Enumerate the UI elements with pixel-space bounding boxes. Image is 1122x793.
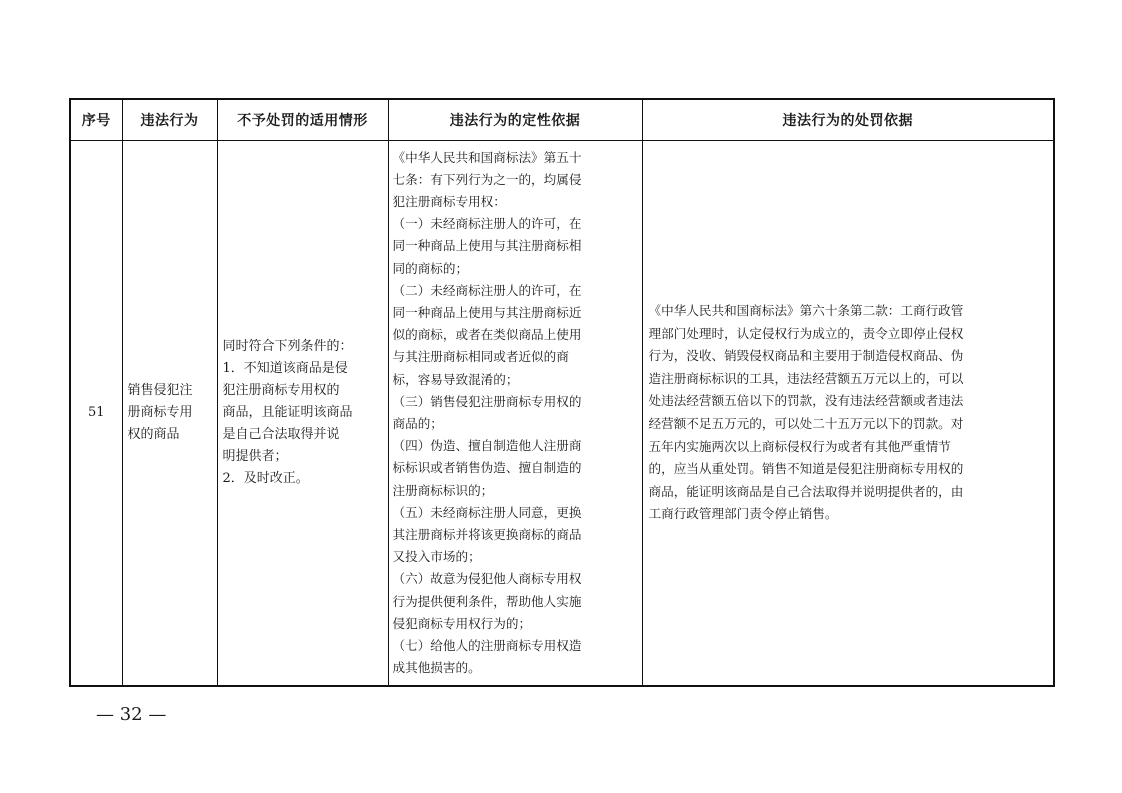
penalty-line: 商品，能证明该商品是自己合法取得并说明提供者的，由 — [648, 483, 964, 499]
header-exemption: 不予处罚的适用情形 — [217, 99, 388, 141]
penalty-line: 工商行政管理部门责令停止销售。 — [648, 506, 838, 522]
basis-line: 《中华人民共和国商标法》第五十 — [392, 149, 582, 165]
basis-line: 标标识或者销售伪造、擅自制造的 — [392, 460, 582, 476]
basis-line: 注册商标标识的； — [392, 482, 494, 498]
violation-line: 册商标专用 — [127, 405, 193, 420]
penalty-cell — [642, 141, 1054, 687]
basis-line: （四）伪造、擅自制造他人注册商 — [392, 438, 582, 454]
basis-line: （五）未经商标注册人同意，更换 — [392, 504, 582, 520]
penalty-line: 的，应当从重处罚。销售不知道是侵犯注册商标专用权的 — [648, 461, 964, 477]
penalty-line: 五年内实施两次以上商标侵权行为或者有其他严重情节 — [648, 438, 951, 454]
violation-line: 销售侵犯注 — [127, 383, 193, 398]
row-number: 51 — [87, 405, 105, 420]
basis-line: 同一种商品上使用与其注册商标相 — [392, 238, 582, 254]
basis-line: 同的商标的； — [392, 260, 469, 276]
table-header-row — [70, 99, 1054, 141]
exemption-line: 犯注册商标专用权的 — [222, 383, 340, 398]
regulation-table — [69, 98, 1055, 687]
exemption-line: 同时符合下列条件的： — [222, 339, 353, 354]
penalty-line: 处违法经营额五倍以下的罚款，没有违法经营额或者违法 — [648, 393, 964, 409]
header-penalty: 违法行为的处罚依据 — [642, 99, 1054, 141]
basis-line: （七）给他人的注册商标专用权造 — [392, 638, 582, 654]
exemption-line: 1．不知道该商品是侵 — [222, 361, 348, 376]
penalty-line: 《中华人民共和国商标法》第六十条第二款：工商行政管 — [648, 303, 964, 319]
basis-line: 七条：有下列行为之一的，均属侵 — [392, 171, 582, 187]
exemption-line: 商品，且能证明该商品 — [222, 405, 353, 420]
exemption-line: 是自己合法取得并说 — [222, 427, 340, 442]
basis-line: （六）故意为侵犯他人商标专用权 — [392, 571, 582, 587]
basis-line: 又投入市场的； — [392, 549, 481, 565]
basis-cell — [388, 141, 642, 687]
basis-line: 成其他损害的。 — [392, 660, 481, 676]
basis-line: 犯注册商标专用权： — [392, 193, 506, 209]
header-violation: 违法行为 — [122, 99, 217, 141]
header-number: 序号 — [70, 99, 122, 141]
exemption-cell — [217, 141, 388, 687]
exemption-line: 2．及时改正。 — [222, 471, 309, 486]
basis-line: （二）未经商标注册人的许可，在 — [392, 282, 582, 298]
basis-line: 侵犯商标专用权行为的； — [392, 615, 532, 631]
violation-cell — [122, 141, 217, 687]
exemption-line: 明提供者； — [222, 449, 288, 464]
penalty-line: 理部门处理时，认定侵权行为成立的，责令立即停止侵权 — [648, 325, 964, 341]
penalty-line: 行为，没收、销毁侵权商品和主要用于制造侵权商品、伪 — [648, 348, 964, 364]
basis-line: 商品的； — [392, 416, 443, 431]
penalty-line: 经营额不足五万元的，可以处二十五万元以下的罚款。对 — [648, 416, 964, 431]
table-row — [70, 141, 1054, 687]
basis-line: （三）销售侵犯注册商标专用权的 — [392, 393, 582, 409]
basis-line: 标，容易导致混淆的； — [392, 371, 519, 387]
violation-line: 权的商品 — [127, 427, 180, 442]
basis-line: （一）未经商标注册人的许可，在 — [392, 216, 582, 232]
header-basis: 违法行为的定性依据 — [388, 99, 642, 141]
basis-line: 同一种商品上使用与其注册商标近 — [392, 304, 582, 320]
basis-line: 与其注册商标相同或者近似的商 — [392, 349, 569, 365]
basis-line: 似的商标，或者在类似商品上使用 — [392, 327, 582, 343]
row-number-cell — [70, 141, 122, 687]
basis-line: 其注册商标并将该更换商标的商品 — [392, 527, 582, 543]
page-number: — 32 — — [96, 704, 167, 725]
penalty-line: 造注册商标标识的工具，违法经营额五万元以上的，可以 — [648, 370, 964, 386]
basis-line: 行为提供便利条件，帮助他人实施 — [392, 593, 582, 609]
